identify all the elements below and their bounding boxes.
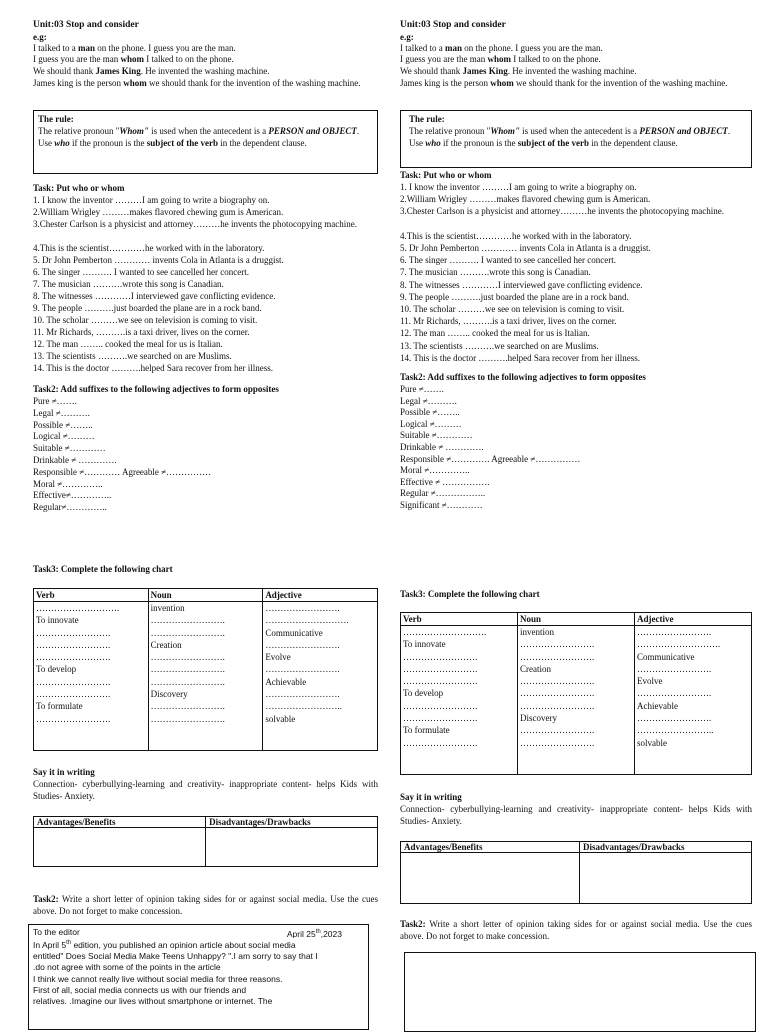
chart-cell: ………………………. bbox=[403, 627, 487, 637]
chart-cell: ……………………. bbox=[36, 652, 111, 663]
task1-item: 6. The singer ………. I wanted to see cancelled her concert. bbox=[400, 255, 616, 266]
adjective-item: Significant ≠………… bbox=[400, 500, 483, 510]
task1-item: 3.Chester Carlson is a physicist and attorney………he invents the photocopying machine. bbox=[33, 219, 357, 229]
chart-cell: Evolve bbox=[637, 676, 663, 687]
unit-title: Unit:03 Stop and consider bbox=[33, 20, 139, 30]
task1-item: 4.This is the scientist…………he worked with in the laboratory. bbox=[400, 230, 632, 241]
chart-header-noun: Noun bbox=[518, 613, 635, 626]
adjective-item: Effective≠………….. bbox=[33, 490, 112, 501]
rule-box bbox=[400, 110, 752, 168]
writing-cues: Connection- cyberbullying-learning and creativity- inappropriate content- helps Kids with Studies- Anxiety. bbox=[400, 804, 752, 826]
task1-item: 13. The scientists ……….we searched on are Muslims. bbox=[33, 351, 232, 361]
chart-cell: ……………………. bbox=[520, 700, 595, 711]
task1-title: Task: Put who or whom bbox=[33, 183, 125, 193]
chart-cell: Communicative bbox=[637, 651, 695, 662]
letter-line: I think we cannot really live without social media for three reasons. bbox=[33, 973, 283, 984]
rule-line-1: The relative pronoun "Whom" is used when the antecedent is a PERSON and OBJECT. bbox=[38, 126, 360, 136]
chart-cell: Achievable bbox=[265, 676, 307, 687]
task1-item: 13. The scientists ……….we searched on are Muslims. bbox=[400, 340, 599, 351]
chart-cell: ……………………. bbox=[520, 676, 595, 687]
chart-cell: Communicative bbox=[265, 627, 323, 638]
chart-cell: ……………………. bbox=[36, 639, 111, 650]
rule-line-1: The relative pronoun "Whom" is used when the antecedent is a PERSON and OBJECT. bbox=[409, 126, 731, 136]
task1-item: 8. The witnesses …………I interviewed gave conflicting evidence. bbox=[33, 291, 276, 301]
chart-cell: ……………………. bbox=[637, 627, 712, 637]
adjective-item: Pure ≠……. bbox=[33, 396, 77, 406]
chart-cell: ………………………. bbox=[637, 639, 721, 650]
example-line: I guess you are the man whom I talked to on the phone. bbox=[400, 54, 601, 64]
adv-dis-table bbox=[400, 841, 752, 904]
adjective-item: Legal ≠………. bbox=[400, 395, 457, 406]
adjective-item: Pure ≠……. bbox=[400, 384, 444, 394]
chart-header-noun: Noun bbox=[148, 589, 263, 602]
task1-item: 4.This is the scientist…………he worked with in the laboratory. bbox=[33, 243, 265, 253]
chart-cell: To develop bbox=[36, 664, 77, 675]
adjective-item: Possible ≠…….. bbox=[33, 419, 93, 430]
adjective-item: Possible ≠…….. bbox=[400, 407, 460, 418]
adjective-item: Drinkable ≠ …………. bbox=[400, 442, 484, 452]
example-line: I talked to a man on the phone. I guess you are the man. bbox=[400, 43, 603, 53]
rule-title: The rule: bbox=[38, 114, 74, 124]
task1-item: 5. Dr John Pemberton ………… invents Cola in Atlanta is a druggist. bbox=[400, 243, 651, 253]
letter-line: relatives. .Imagine our lives without smartphone or internet. The bbox=[33, 996, 273, 1007]
chart-cell: ……………………. bbox=[520, 725, 595, 736]
adjective-item: Suitable ≠………… bbox=[400, 430, 473, 441]
adjective-item: Logical ≠……… bbox=[400, 418, 462, 429]
example-line: James king is the person whom we should thank for the invention of the washing machine. bbox=[400, 78, 728, 88]
chart-cell: ……………………. bbox=[520, 651, 595, 662]
eg-label: e.g: bbox=[400, 32, 414, 42]
chart-header-adjective: Adjective bbox=[263, 589, 378, 602]
chart-column-adj[interactable] bbox=[263, 602, 378, 751]
chart-cell: …………………….. bbox=[265, 701, 342, 712]
adjective-item: Responsible ≠………… Agreeable ≠…………… bbox=[33, 466, 212, 477]
task1-item: 9. The people ……….just boarded the plane are in a rock band. bbox=[33, 303, 262, 313]
chart-cell: ………………………. bbox=[36, 603, 120, 613]
dis-header: Disadvantages/Drawbacks bbox=[579, 842, 751, 853]
writing-title: Say it in writing bbox=[400, 792, 462, 802]
chart-column-noun[interactable] bbox=[518, 626, 635, 775]
chart-cell: ……………………. bbox=[265, 603, 340, 613]
chart-cell: ……………………. bbox=[265, 639, 340, 650]
chart-cell: ……………………. bbox=[403, 651, 478, 662]
task2-title: Task2: Add suffixes to the following adjectives to form opposites bbox=[33, 384, 279, 394]
task3-title: Task3: Complete the following chart bbox=[33, 564, 173, 574]
task1-item: 1. I know the inventor ………I am going to write a biography on. bbox=[33, 195, 270, 205]
letter-line: In April 5th edition, you published an opinion article about social media bbox=[33, 940, 296, 951]
dis-cell[interactable] bbox=[579, 853, 751, 904]
letter-line: entitled" Does Social Media Make Teens Unhappy? ".I am sorry to say that I bbox=[33, 951, 318, 962]
rule-line-2: Use who if the pronoun is the subject of the verb in the dependent clause. bbox=[409, 138, 678, 148]
chart-cell: ……………………. bbox=[403, 663, 478, 674]
rule-title: The rule: bbox=[409, 114, 445, 124]
chart-column-noun[interactable] bbox=[148, 602, 263, 751]
chart-cell: Creation bbox=[520, 663, 551, 674]
adv-header: Advantages/Benefits bbox=[34, 817, 206, 828]
chart-header-adjective: Adjective bbox=[635, 613, 752, 626]
task1-item: 7. The musician ……….wrote this song is Canadian. bbox=[400, 267, 591, 278]
letter-recipient: To the editor bbox=[33, 927, 80, 937]
chart-header-verb: Verb bbox=[401, 613, 518, 626]
chart-cell: ……………………. bbox=[265, 664, 340, 675]
task1-item: 2.William Wrigley ………makes flavored chewing gum is American. bbox=[33, 207, 284, 217]
chart-cell: ……………………. bbox=[36, 713, 111, 724]
chart-table-wrap bbox=[33, 588, 378, 753]
adjective-item: Logical ≠……… bbox=[33, 431, 95, 442]
rule-box bbox=[33, 110, 378, 174]
eg-label: e.g: bbox=[33, 32, 47, 42]
chart-cell: solvable bbox=[637, 737, 667, 748]
adjective-item: Regular≠………….. bbox=[33, 502, 107, 513]
chart-cell: ……………………. bbox=[403, 737, 478, 748]
task1-item: 14. This is the doctor ……….helped Sara recover from her illness. bbox=[400, 352, 641, 363]
chart-cell: ……………………. bbox=[150, 664, 225, 675]
chart-cell: To innovate bbox=[403, 639, 446, 650]
chart-cell: Evolve bbox=[265, 652, 291, 663]
letter-line: First of all, social media connects us with our friends and bbox=[33, 984, 247, 995]
writing-title: Say it in writing bbox=[33, 767, 95, 777]
adv-dis-table-wrap bbox=[33, 816, 378, 867]
chart-cell: invention bbox=[150, 603, 185, 613]
chart-cell: ……………………. bbox=[150, 615, 225, 626]
adjective-item: Responsible ≠…………. Agreeable ≠…………… bbox=[400, 453, 581, 464]
example-line: I talked to a man on the phone. I guess you are the man. bbox=[33, 43, 236, 53]
example-line: James king is the person whom we should thank for the invention of the washing machine. bbox=[33, 78, 361, 88]
adv-header: Advantages/Benefits bbox=[401, 842, 580, 853]
chart-cell: ……………………. bbox=[150, 676, 225, 687]
chart-cell: ……………………. bbox=[637, 663, 712, 674]
chart-header-verb: Verb bbox=[34, 589, 149, 602]
adjective-item: Legal ≠………. bbox=[33, 407, 90, 418]
chart-cell: ……………………. bbox=[150, 701, 225, 712]
letter-header bbox=[33, 927, 364, 938]
task1-title: Task: Put who or whom bbox=[400, 170, 492, 180]
adjective-item: Drinkable ≠ …………. bbox=[33, 455, 117, 465]
chart-cell: invention bbox=[520, 627, 554, 637]
chart-cell: To innovate bbox=[36, 615, 79, 626]
adjective-item: Moral ≠………….. bbox=[33, 478, 103, 489]
adjective-item: Suitable ≠………… bbox=[33, 443, 106, 454]
task1-item: 2.William Wrigley ………makes flavored chewing gum is American. bbox=[400, 194, 651, 205]
task1-item: 12. The man …….. cooked the meal for us is Italian. bbox=[33, 339, 223, 349]
chart-cell: To formulate bbox=[403, 725, 450, 736]
chart-cell: ……………………. bbox=[637, 713, 712, 724]
adv-cell[interactable] bbox=[401, 853, 580, 904]
chart-cell: ……………………. bbox=[265, 689, 340, 700]
chart-cell: solvable bbox=[265, 713, 296, 724]
example-line: I guess you are the man whom I talked to on the phone. bbox=[33, 54, 234, 64]
dis-cell[interactable] bbox=[206, 828, 378, 867]
task1-item: 1. I know the inventor ………I am going to write a biography on. bbox=[400, 182, 637, 192]
letter-task: Task2: Write a short letter of opinion taking sides for or against social media. Use the cues above. Do not forget to make concession. bbox=[400, 919, 752, 941]
dis-header: Disadvantages/Drawbacks bbox=[206, 817, 378, 828]
task1-item: 10. The scholar ………we see on television is coming to visit. bbox=[33, 315, 258, 325]
writing-cues: Connection- cyberbullying-learning and creativity- inappropriate content- helps Kids with Studies- Anxiety. bbox=[33, 779, 378, 801]
task1-item: 10. The scholar ………we see on television is coming to visit. bbox=[400, 304, 625, 314]
adv-dis-table bbox=[33, 816, 378, 867]
chart-cell: Achievable bbox=[637, 700, 678, 711]
chart-cell: Discovery bbox=[520, 713, 557, 724]
example-line: We should thank James King. He invented the washing machine. bbox=[33, 66, 270, 76]
task2-title: Task2: Add suffixes to the following adjectives to form opposites bbox=[400, 372, 646, 382]
chart-cell: ……………………. bbox=[150, 713, 225, 724]
chart-column-verb[interactable] bbox=[34, 602, 149, 751]
chart-cell: ……………………. bbox=[403, 713, 478, 724]
adv-dis-table-wrap bbox=[400, 841, 752, 904]
letter-writing-box[interactable] bbox=[404, 952, 756, 1032]
chart-cell: ……………………. bbox=[520, 737, 595, 748]
chart-cell: ……………………. bbox=[36, 689, 111, 700]
adjective-item: Regular ≠…………….. bbox=[400, 488, 486, 499]
chart-cell: To formulate bbox=[36, 701, 83, 712]
task1-item: 12. The man …….. cooked the meal for us is Italian. bbox=[400, 328, 590, 339]
example-line: We should thank James King. He invented the washing machine. bbox=[400, 66, 637, 76]
task1-item: 14. This is the doctor ……….helped Sara recover from her illness. bbox=[33, 363, 274, 373]
chart-cell: ……………………. bbox=[36, 627, 111, 638]
adjective-item: Effective ≠ ……………. bbox=[400, 476, 490, 487]
task1-item: 6. The singer ………. I wanted to see cancelled her concert. bbox=[33, 267, 249, 277]
letter-box bbox=[28, 924, 369, 1030]
task1-item: 8. The witnesses …………I interviewed gave conflicting evidence. bbox=[400, 279, 643, 290]
chart-cell: ……………………. bbox=[403, 676, 478, 687]
task3-title: Task3: Complete the following chart bbox=[400, 589, 540, 599]
chart-cell: ……………………. bbox=[150, 627, 225, 638]
chart-cell: ……………………. bbox=[403, 700, 478, 711]
letter-line: .do not agree with some of the points in the article bbox=[33, 962, 221, 973]
letter-task: Task2: Write a short letter of opinion taking sides for or against social media. Use the cues above. Do not forget to make concession. bbox=[33, 894, 378, 916]
chart-cell: Discovery bbox=[150, 689, 188, 700]
task1-item: 9. The people ……….just boarded the plane are in a rock band. bbox=[400, 291, 629, 302]
task1-item: 5. Dr John Pemberton ………… invents Cola in Atlanta is a druggist. bbox=[33, 255, 284, 265]
adv-cell[interactable] bbox=[34, 828, 206, 867]
task1-item: 7. The musician ……….wrote this song is Canadian. bbox=[33, 279, 224, 289]
chart-cell: ………………………. bbox=[265, 615, 349, 626]
task1-item: 11. Mr Richards, ……….is a taxi driver, lives on the corner. bbox=[33, 327, 250, 337]
letter-body bbox=[33, 951, 364, 1007]
chart-cell: …………………….. bbox=[637, 725, 714, 736]
chart-cell: Creation bbox=[150, 639, 182, 650]
chart-table bbox=[400, 612, 752, 775]
chart-column-adj[interactable] bbox=[635, 626, 752, 775]
task1-item: 11. Mr Richards, ……….is a taxi driver, lives on the corner. bbox=[400, 316, 617, 327]
chart-column-verb[interactable] bbox=[401, 626, 518, 775]
chart-cell: ……………………. bbox=[637, 688, 712, 699]
chart-table bbox=[33, 588, 378, 751]
chart-cell: ……………………. bbox=[520, 688, 595, 699]
chart-cell: ……………………. bbox=[150, 652, 225, 663]
task1-item: 3.Chester Carlson is a physicist and attorney………he invents the photocopying machine. bbox=[400, 206, 724, 217]
chart-cell: To develop bbox=[403, 688, 444, 699]
chart-cell: ……………………. bbox=[520, 639, 595, 650]
letter-date: April 25th,2023 bbox=[286, 928, 342, 939]
rule-line-2: Use who if the pronoun is the subject of the verb in the dependent clause. bbox=[38, 138, 307, 148]
chart-table-wrap bbox=[400, 612, 752, 777]
chart-cell: ……………………. bbox=[36, 676, 111, 687]
adjective-item: Moral ≠………….. bbox=[400, 465, 470, 476]
unit-title: Unit:03 Stop and consider bbox=[400, 20, 506, 30]
